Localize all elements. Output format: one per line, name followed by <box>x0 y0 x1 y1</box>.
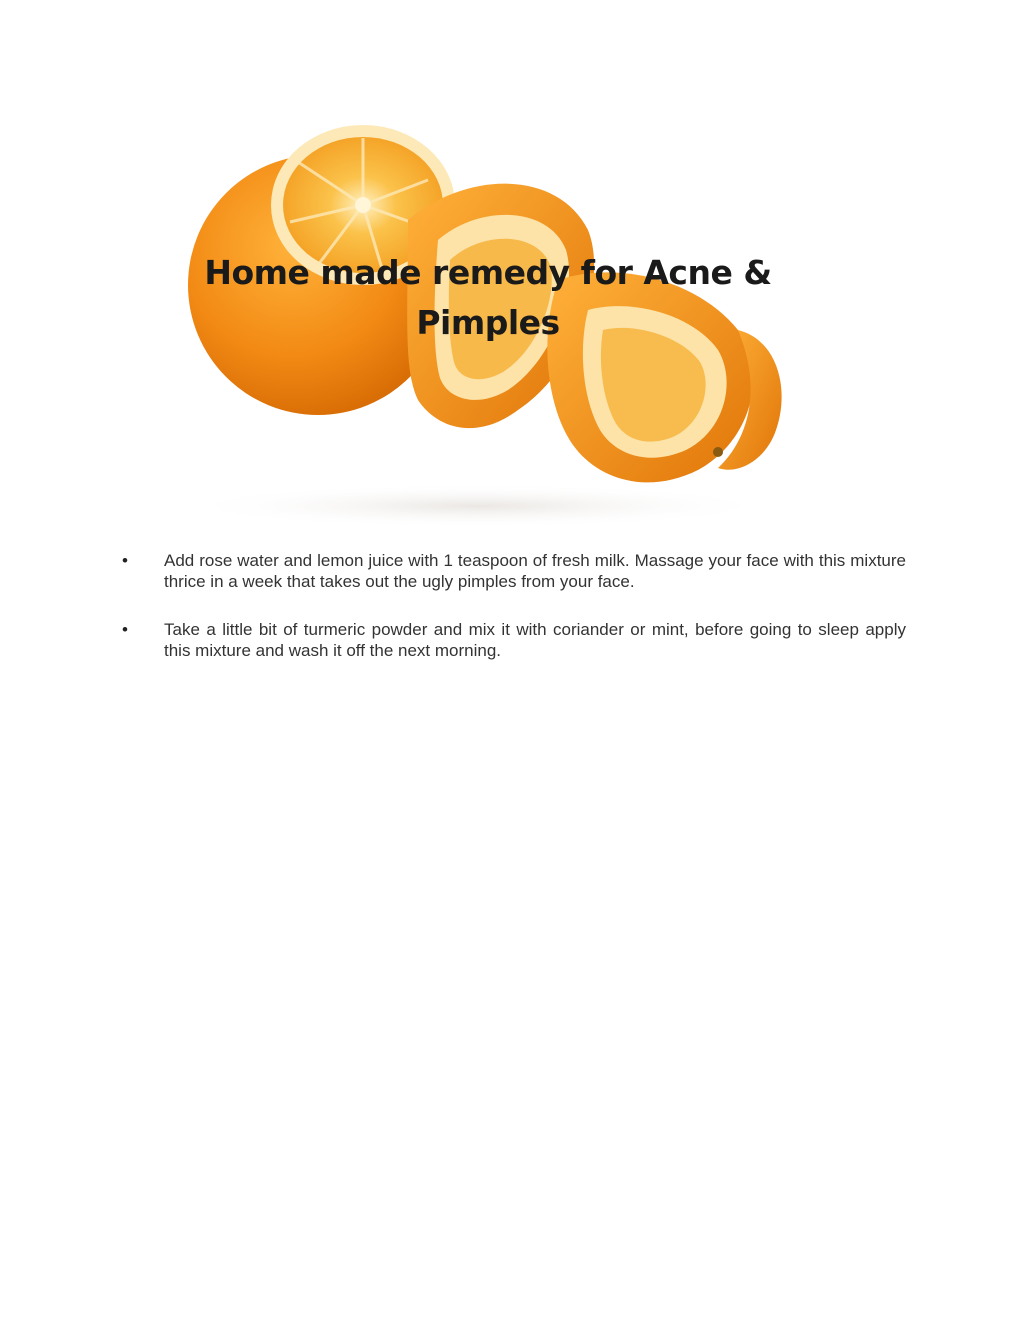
bullet-icon: • <box>122 551 128 570</box>
remedy-text: Take a little bit of turmeric powder and mix it with coriander or mint, before going to sleep apply this mixture and wash it off the next morning. <box>164 620 906 660</box>
hero-image <box>178 110 798 526</box>
remedy-list <box>120 550 906 688</box>
bullet-icon: • <box>122 620 128 639</box>
remedy-text: Add rose water and lemon juice with 1 teaspoon of fresh milk. Massage your face with this mixture thrice in a week that takes out the ugly pimples from your face. <box>164 551 906 591</box>
hero-title-line2: Pimples <box>416 303 560 342</box>
hero-title <box>128 248 848 348</box>
list-item <box>120 550 906 592</box>
hero-title-line1: Home made remedy for Acne & <box>204 253 772 292</box>
list-item <box>120 619 906 661</box>
